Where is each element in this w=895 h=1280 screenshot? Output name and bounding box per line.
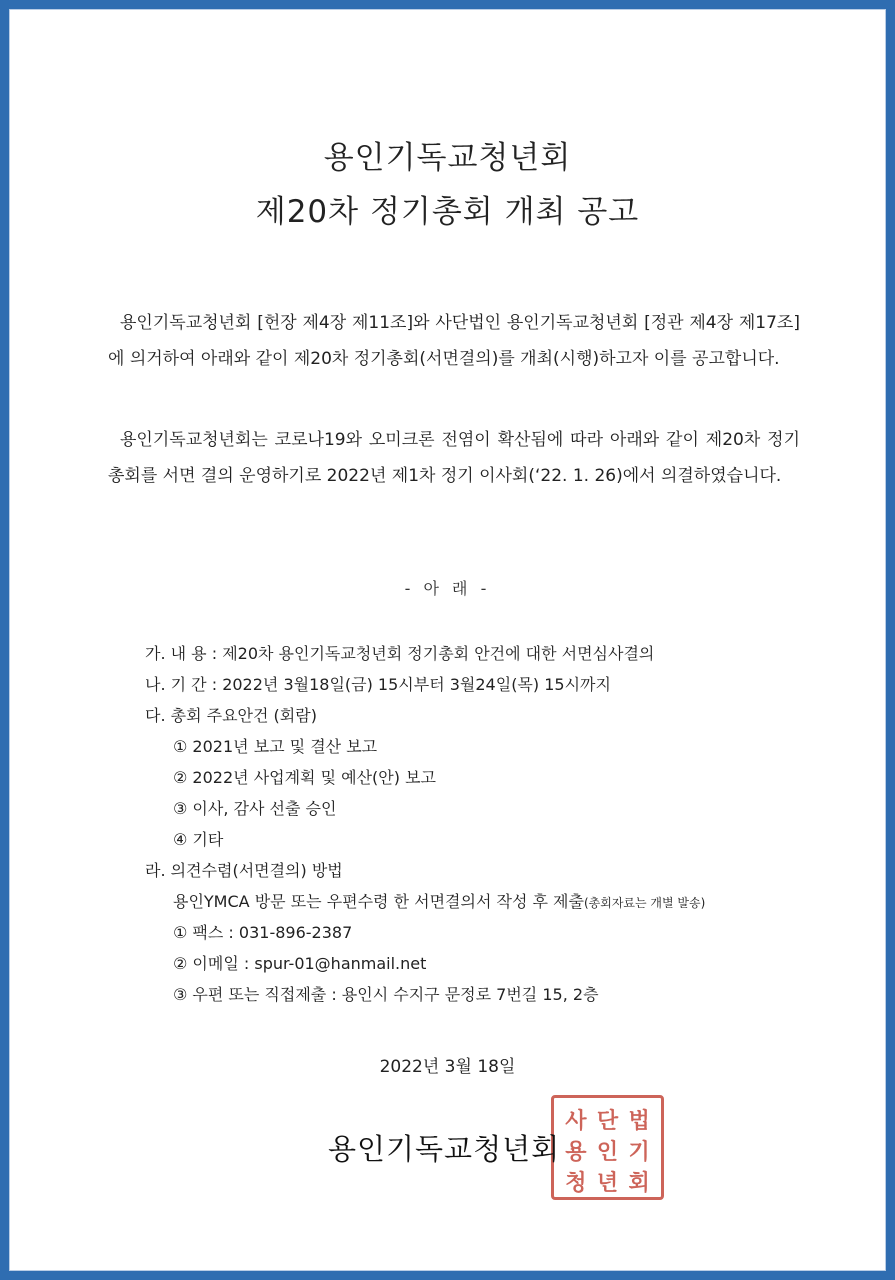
seal-glyph: 용	[565, 1139, 587, 1165]
method-item: ② 이메일 : spur-01@hanmail.net	[173, 954, 427, 973]
body-paragraph-2	[108, 422, 800, 494]
agenda-item: ④ 기타	[173, 830, 224, 849]
method-item: ① 팩스 : 031-896-2387	[173, 923, 353, 942]
body-paragraph-2-text: 용인기독교청년회는 코로나19와 오미크론 전염이 확산됨에 따라 아래와 같이 제20차 정기총회를 서면 결의 운영하기로 2022년 제1차 정기 이사회(‘22. 1. 26)에서 의결하였습니다.	[108, 430, 800, 486]
seal-glyph: 청	[565, 1170, 587, 1196]
body-paragraph-1	[108, 305, 800, 377]
seal-characters	[560, 1104, 655, 1196]
official-seal	[551, 1095, 664, 1200]
seal-glyph: 법	[628, 1108, 650, 1134]
seal-glyph: 단	[596, 1108, 619, 1134]
title-organization: 용인기독교청년회	[323, 140, 572, 176]
body-paragraph-1-text: 용인기독교청년회 [헌장 제4장 제11조]와 사단법인 용인기독교청년회 [정관 제4장 제17조]에 의거하여 아래와 같이 제20차 정기총회(서면결의)를 개최(시행)하고자 이를 공고합니다.	[108, 313, 800, 369]
agenda-item: ② 2022년 사업계획 및 예산(안) 보고	[173, 768, 436, 787]
seal-glyph: 년	[596, 1170, 619, 1196]
method-note: (총회자료는 개별 발송)	[583, 896, 706, 910]
seal-glyph: 회	[628, 1170, 650, 1196]
agenda-item: ③ 이사, 감사 선출 승인	[173, 799, 337, 818]
item-period: 나. 기 간 : 2022년 3월18일(금) 15시부터 3월24일(목) 15시까지	[145, 675, 611, 694]
title-notice: 제20차 정기총회 개최 공고	[255, 194, 640, 230]
details-list	[145, 638, 705, 1010]
seal-glyph: 기	[628, 1139, 650, 1165]
agenda-item: ① 2021년 보고 및 결산 보고	[173, 737, 378, 756]
item-method: 라. 의견수렴(서면결의) 방법	[145, 861, 343, 880]
notice-date: 2022년 3월 18일	[379, 1057, 516, 1077]
section-separator: - 아 래 -	[404, 579, 491, 598]
method-item: ③ 우편 또는 직접제출 : 용인시 수지구 문정로 7번길 15, 2층	[173, 985, 599, 1004]
organization-signature: 용인기독교청년회	[328, 1132, 561, 1166]
item-content: 가. 내 용 : 제20차 용인기독교청년회 정기총회 안건에 대한 서면심사결의	[145, 644, 655, 663]
method-description	[145, 886, 705, 917]
method-description-text: 용인YMCA 방문 또는 우편수령 한 서면결의서 작성 후 제출	[173, 892, 584, 911]
item-agenda: 다. 총회 주요안건 (회람)	[145, 706, 317, 725]
seal-glyph: 사	[565, 1108, 587, 1134]
seal-glyph: 인	[596, 1139, 619, 1165]
